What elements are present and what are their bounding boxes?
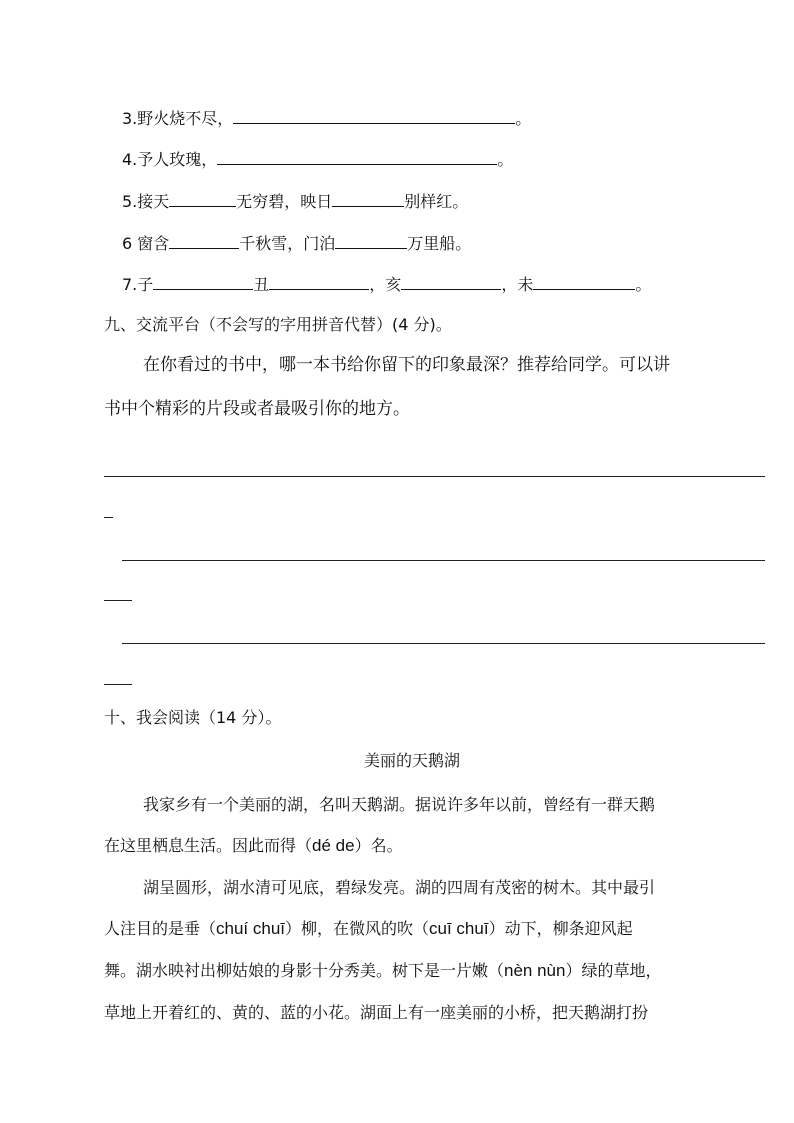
answer-blank[interactable] [233,106,515,124]
line-6-part-c: 万里船。 [407,234,472,253]
line-7-part-b: 丑 [253,275,270,294]
line-4-text: 4.予人玫瑰， [122,150,218,169]
fill-line-6 [122,231,471,255]
writing-line-tail [104,600,132,601]
passage-text: ）绿的草地， [565,961,662,980]
line-3-text: 3.野火烧不尽， [122,109,234,128]
pinyin-choice[interactable]: chuí chuī [216,919,286,938]
pinyin-choice[interactable]: nèn nùn [504,961,566,980]
section-9-heading: 九、交流平台（不会写的字用拼音代替）(4 分)。 [104,315,452,334]
line-5-part-b: 无穷碧，映日 [236,192,333,211]
answer-blank[interactable] [332,189,404,207]
answer-blank[interactable] [533,272,635,290]
line-7-part-d: ，未 [501,275,534,294]
line-3-end: 。 [515,109,532,128]
writing-line[interactable] [122,643,765,644]
line-7-part-c: ，亥 [369,275,402,294]
passage-text: 舞。湖水映衬出柳姑娘的身影十分秀美。树下是一片嫩（ [104,961,505,980]
passage-text: ）名。 [354,836,403,855]
passage-text: ）动下，柳条迎风起 [488,919,633,938]
fill-line-7 [122,272,651,296]
answer-blank[interactable] [335,231,407,249]
line-4-end: 。 [497,150,514,169]
line-6-part-a: 6 窗含 [122,234,170,253]
fill-line-3 [122,106,531,130]
passage-line [104,960,661,982]
passage-text: ）柳，在微风的吹（ [285,919,430,938]
writing-line-tail [104,517,113,518]
pinyin-choice[interactable]: cuī chuī [429,919,489,938]
line-5-part-a: 5.接天 [122,192,170,211]
passage-text: 在这里栖息生活。因此而得（ [104,836,313,855]
passage-line [104,918,633,940]
passage-line [104,835,403,857]
line-6-part-b: 千秋雪，门泊 [239,234,336,253]
section-10-heading: 十、我会阅读（14 分）。 [104,708,282,727]
writing-line[interactable] [104,476,765,477]
answer-blank[interactable] [169,189,236,207]
line-7-part-a: 7.子 [122,275,154,294]
writing-line-tail [104,684,132,685]
passage-line: 湖呈圆形，湖水清可见底，碧绿发亮。湖的四周有茂密的树木。其中最引 [143,878,656,897]
passage-line: 我家乡有一个美丽的湖，名叫天鹅湖。据说许多年以前，曾经有一群天鹅 [143,795,656,814]
passage-text: 人注目的是垂（ [104,919,217,938]
line-5-part-c: 别样红。 [404,192,469,211]
answer-blank[interactable] [269,272,369,290]
fill-line-4 [122,147,513,171]
answer-blank[interactable] [153,272,253,290]
writing-line[interactable] [122,560,765,561]
passage-title: 美丽的天鹅湖 [364,751,461,770]
line-7-part-e: 。 [635,275,652,294]
passage-line: 草地上开着红的、黄的、蓝的小花。湖面上有一座美丽的小桥，把天鹅湖打扮 [104,1003,649,1022]
section-9-prompt-line-2: 书中个精彩的片段或者最吸引你的地方。 [104,399,410,419]
answer-blank[interactable] [401,272,501,290]
section-9-prompt-line-1: 在你看过的书中，哪一本书给你留下的印象最深？推荐给同学。可以讲 [143,355,670,375]
answer-blank[interactable] [169,231,239,249]
answer-blank[interactable] [217,147,497,165]
pinyin-choice[interactable]: dé de [312,836,355,855]
fill-line-5 [122,189,468,213]
